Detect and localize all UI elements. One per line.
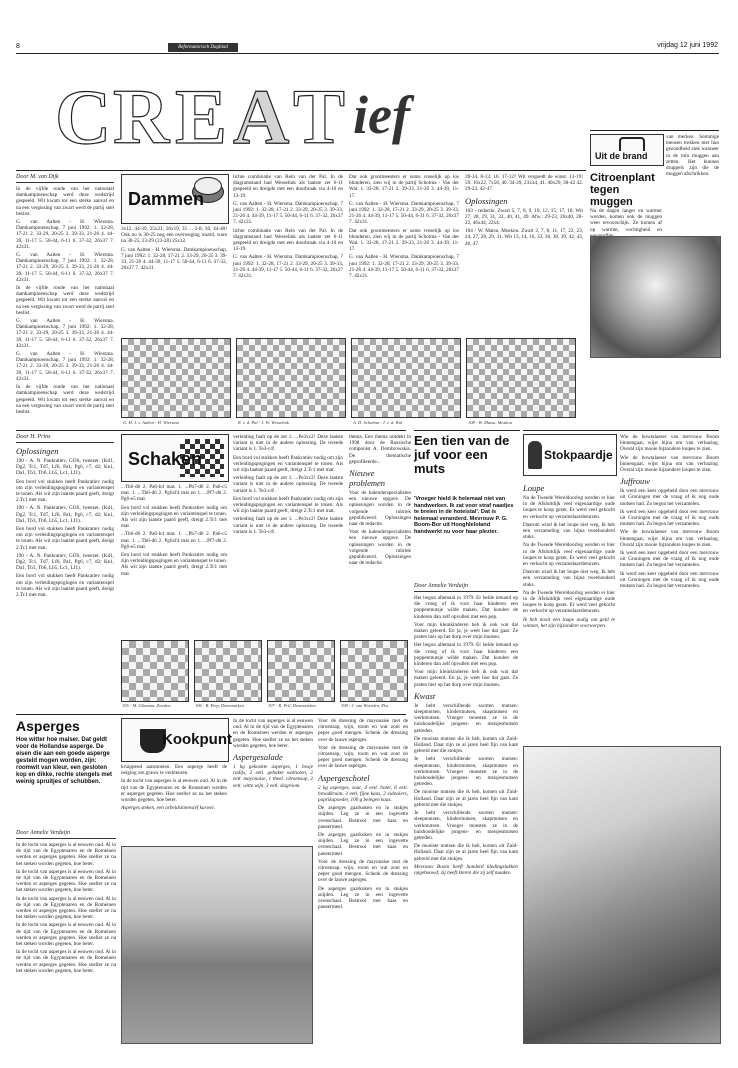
schaken-nieuwe-heading: Nieuwe problemen	[349, 468, 386, 489]
schaken-logo-text: Schaken	[128, 449, 203, 469]
schaken-paragraph: ...Th6-d6 2. Pa6-b4 mat. 1. ...Pb7-d6 2. Pa6-c5 mat. 1. ...Th6-d6 2. Pg6xf4 mat en 1. ...Pf7-d6 2. Pg6-e5 mat.	[121, 531, 227, 550]
juf-col-1	[414, 583, 518, 1043]
dammen-logo	[121, 174, 229, 224]
stokpaardje-paragraph: Daarom wind ik het loupe niet weg. Ik heb een verzameling van bijna tweehonderd stuks.	[523, 569, 615, 588]
brand-intro-col	[666, 134, 719, 214]
juf-top-rule	[414, 430, 520, 431]
asperges-byline: Door Annelie Verduijn	[16, 830, 116, 839]
paper-name: Reformatorisch Dagblad	[178, 45, 228, 50]
asperges-block	[16, 718, 116, 786]
stokpaardje-paragraph: Na de Tweede Wereldoorlog werden er hier in de Afsluitdijk veel eigenaardige oude loupes te koop gezet. Er werd veel gekocht en verkocht op verzamelaarsbeurzen.	[523, 589, 615, 615]
header-rule	[16, 53, 719, 54]
asperges-paragraph: In de tocht van asperges is al eeuwen oud. Al in de tijd van de Egyptenaren en de Romeinen werden er asperges gegeten. Hoe sneller ze na het steken worden gegeten, hoe beter.	[233, 718, 313, 749]
dammen-paragraph: G. van Aalten - H. Wiersma. Damkampioenschap, 7 juni 1992: 1. 32-28, 17-21 2. 33-29, 20-25 3. 39-33, 21-26 4. 44-39, 11-17 5. 50-44, 6-11 6. 37-32, 26x37 7. 42x31.	[349, 254, 459, 280]
aspergeschotel-ingredients: 2 kg asperges, zout, 4 eetl. boter, 6 eetl. broodkruim, 3 eetl. fijne kaas, 2 eidooiers, paprikapoeder, 100 g belegen kaas.	[318, 784, 408, 804]
juf-paragraph: De mooiste mutsen die ik heb, komen uit Zuid-Holland. Daar zijn ze al jaren heel fijn van kant gebreid met die stokjes.	[414, 843, 518, 862]
kookpunt-top-rule	[16, 714, 406, 715]
stokpaardje-paragraph: Na de Tweede Wereldoorlog werden er hier in de Afsluitdijk veel eigenaardige oude loupes te koop gezet. Er werd veel gekocht en verkocht op verzamelaarsbeurzen.	[523, 542, 615, 568]
asperges-col-3	[233, 718, 313, 842]
dammen-paragraph: G. van Aalten - H. Wiersma. Damkampioenschap, 7 juni 1992: 1. 32-28, 17-21 2. 33-29, 20-25 3. 39-33, 21-26 4. 44-39, 11-17 5. 50-44, 6-11 6. 37-32, 26x37 7. 42x31.	[16, 252, 114, 283]
uit-de-brand-logo-text: Uit de brand	[595, 151, 648, 161]
page-date: vrijdag 12 juni 1992	[657, 42, 718, 49]
masthead-letter-t: T	[293, 73, 346, 160]
asperges-paragraph: In de tocht van asperges is al eeuwen oud. Al in de tijd van de Egyptenaren en de Romeinen werden er asperges gegeten. Hoe sneller ze na het steken worden gegeten, hoe beter.	[121, 778, 227, 804]
schaken-paragraph: thema. Een thema ontdekt in 1998 door de Russische componist A. Dombrowskis. De thematische geprofileerde...	[349, 434, 411, 465]
schaken-paragraph: ...Th6-d6 2. Pa6-b4 mat. 1. ...Pb7-d6 2. Pa6-c5 mat. 1. ...Th6-d6 2. Pg6xf4 mat en 1. ...Pf7-d6 2. Pg6-e5 mat.	[121, 484, 227, 503]
asperges-paragraph: kruippend aansnoeien. Een asperge heeft de neiging om grauw te verkleuren.	[121, 764, 227, 777]
stokpaardje-paragraph: Wie de bowtalaeser van mevrouw Boom binnengaat, wijst bijna om van verbazing. Overal zijn mooie bijzondere loupes te zien.	[620, 454, 719, 474]
asperges-lead: Hoe witter hoe malser. Dat geldt voor de Hollandse asperge. De eisen die aan een goede asperge gesteld mogen worden, zijn: roomwit van kleur, een gesloten kop en dikke, rechte stengels met weinig spruitjes of schubben.	[16, 737, 113, 785]
schaken-logo	[121, 434, 229, 482]
stokpaardje-col-1	[523, 480, 615, 740]
juf-photo-caption: Mevrouw Boom heeft honderd kledingstukken opgebouwd; zij heeft kleren die zij zelf maakte.	[414, 863, 518, 876]
stokpaardje-paragraph: Ik werd een keer opgebeld door een mevrouw uit Groningen met de vraag of ik nog oude mutsen had. Zo begon het verzamelen.	[620, 570, 719, 590]
chess-caption: 196 - B. Piep, Denemarken	[195, 703, 244, 708]
dammen-paragraph: lichte combinatie van Rein van der Pal. In de diagramstand had Wesselink als laatste zet 6-11 gespeeld en dreigde met een doorbraak via 4-10 en 13-19.	[233, 227, 343, 253]
schaken-paragraph: Voor de kalenderspecialisten een nieuwe opgave. De oplossingen worden in de volgende rubriek gepubliceerd. Oplossingen naar de redactie.	[349, 529, 411, 567]
stokpaardje-logo-text: Stokpaardje	[544, 448, 613, 462]
chess-diagram-2	[194, 640, 262, 702]
brand-top-rule	[590, 130, 719, 131]
brand-paragraph: Na de dagen langer en warmer worden, komen ook de muggen weer tevoorschijn. Ze komen af op warmte, vochtigheid en	[590, 208, 662, 233]
citronella-plant-photo	[590, 236, 721, 358]
juf-paragraph: Je hebt verschillende soorten mutsen: sleepmutsen, kindermutsen, skapmutsen en werkmutsen. Vroeger moesten ze in de huishoudelijke jongens- en meisjesmutsen getreden.	[414, 756, 518, 788]
citroenplant-headline: Citroenplant tegen muggen	[590, 172, 655, 208]
masthead-letter-c: C	[55, 73, 112, 160]
aspergeschotel-heading: Aspergeschotel	[318, 772, 370, 783]
schaken-col-4	[349, 434, 411, 634]
masthead-letter-r: R	[113, 73, 170, 160]
dammen-col-2	[121, 226, 227, 334]
dammen-byline: Door M. van Dijk	[16, 174, 114, 183]
juf-paragraph: De mooiste mutsen die ik heb, komen uit Zuid-Holland. Daar zijn ze al jaren heel fijn van kant gebreid met die stokjes.	[414, 789, 518, 808]
asperges-paragraph: In de tocht van asperges is al eeuwen oud. Al in de tijd van de Egyptenaren en de Romeinen werden er asperges gegeten. Hoe sneller ze na het steken worden gegeten, hoe beter.	[16, 868, 116, 894]
juf-headline: Een tien van de juf voor een muts	[414, 433, 510, 476]
schaken-paragraph: Een bord vol stukken heeft Pankratiev nodig om zijn verleidingspogingen en variantenspel te tonen. Als wit zijn laatste paard geeft, dreigt 2.Tc1 met mat.	[16, 478, 114, 504]
asperges-paragraph: Voor de dressing de mayonaise met de citroensap, wijn, room en wat zout en peper goed mengen. Schenk de dressing over de lauwe asperges.	[318, 858, 408, 884]
schaken-paragraph: 190 - A. N. Pankratiev, GOS, tweezet. (Kd1, Dg2, Tc1, Td7, Lf6, Pa1, Pg6, c7, d2; Ke1, Da1, Tb3, Tb6, Lb5, Lc1, Lf1).	[16, 552, 114, 572]
paper-name-tag	[168, 43, 238, 52]
chess-caption: 198 - J. van Woerden, Elst	[341, 703, 389, 708]
stokpaardje-paragraph: Na de Tweede Wereldoorlog werden er hier in de Afsluitdijk veel eigenaardige oude loupes te koop gezet. Er werd veel gekocht en verkocht op verzamelaarsbeurzen.	[523, 495, 615, 520]
asperges-col-1	[16, 830, 116, 1050]
chess-diagram-4	[340, 640, 408, 702]
kwast-heading: Kwast	[414, 690, 436, 701]
masthead-letter-a: A	[233, 73, 290, 160]
chess-caption: 195 - M. Glimann, Zweden	[122, 703, 171, 708]
asperges-headline: Asperges	[16, 718, 80, 734]
dammen-paragraph: G. van Aalten - H. Wiersma. Damkampioenschap, 7 juni 1992: 1. 32-28, 17-21 2. 33-29, 20-25 3. 39-33, 21-26 4. 44-39, 11-17 5. 50-44, 6-11 6. 37-32, 26x37 7. 42x31.	[16, 351, 114, 382]
loupe-heading: Loupe	[523, 483, 545, 493]
dammen-paragraph: G. van Aalten - H. Wiersma. Damkampioenschap, 7 juni 1992: 1. 32-28, 17-21 2. 33-29, 20-25 3. 39-33, 21-26 4. 44-39, 11-17 5. 50-44, 6-11 6. 37-32, 26x37 7. 42x31.	[233, 200, 343, 226]
brand-paragraph: van merken. Sommige mensen trekken met hun gezondheid ziek wanneer in de tuin muggen aan zetten. Het kunnen druppels zijn die de muggen afschrikken.	[666, 134, 719, 178]
dammen-paragraph: In de vijfde ronde van het nationaal damkampioenschap werd deze wedstrijd gespeeld. Wit kwam tot een sterke aanval en na een vergissing van zwart werd de partij snel beslist.	[16, 384, 114, 415]
stokpaardje-paragraph: Wie de bowtalaeser van mevrouw Boom binnengaat, wijst bijna om van verbazing. Overal zijn mooie bijzondere loupes te zien.	[620, 434, 719, 453]
dammen-paragraph: In de vijfde ronde van het nationaal damkampioenschap werd deze wedstrijd gespeeld. Wit kwam tot een sterke aanval en na een vergissing van zwart werd de partij snel beslist.	[16, 186, 114, 217]
uit-de-brand-logo	[590, 134, 664, 166]
aspergesalade-ingredients: 1 kg gekookte asperges, 1 bosje radijs, 2 eetl. gehakte walnoten, 2 eetl. mayonaise, 1 theel. citroensap, 2 eetl. witte wijn, 3 eetl. slagroom.	[233, 764, 313, 789]
schaken-col-2	[121, 484, 227, 634]
kookpunt-logo-text: Kookpunt	[162, 731, 232, 748]
juf-paragraph: Het begon allemaal in 1979. Er belde iemand op die vroeg of ik voor haar kinderen een poppenmutsje wilde maken. Dat konden de kinderen dan zelf opvullen met een pop.	[414, 642, 518, 668]
dammen-paragraph: G. van Aalten - H. Wiersma. Damkampioenschap, 7 juni 1992: 1. 32-28, 17-21 2. 33-29, 20-25 3. 39-33, 21-26 4. 44-39, 11-17 5. 50-44, 6-11 6. 37-32, 26x37 7. 42x31.	[349, 200, 459, 226]
masthead-letter-e: E	[175, 73, 228, 160]
schaken-col-1	[16, 434, 114, 684]
juf-paragraph: Je hebt verschillende soorten mutsen: sleepmutsen, kindermutsen, skapmutsen en werkmutsen. Vroeger moesten ze in de huishoudelijke jongens- en meisjesmutsen getreden.	[414, 702, 518, 734]
schaken-paragraph: Voor de kalenderspecialisten een nieuwe opgave. De oplossingen worden in de volgende rubriek gepubliceerd. Oplossingen naar de redactie.	[349, 490, 411, 528]
draughts-board-2	[236, 338, 346, 418]
draughts-board-4	[466, 338, 576, 418]
asperges-paragraph: De asperges gaarkoken en in stukjes snijden. Leg ze in een ingevette ovenschaal. Bestrooi met kaas en paneermeel.	[318, 885, 408, 911]
juf-paragraph: Voor mijn kleinkinderen heb ik ook wat dat maken geleerd. En ja, je weet hoe dat gaat. Ze praten hier op het dorp over mijn mutsen.	[414, 669, 518, 688]
juf-paragraph: Voor mijn kleinkinderen heb ik ook wat dat maken geleerd. En ja, je weet hoe dat gaat. Ze praten hier op het dorp over mijn mutsen.	[414, 621, 518, 641]
chess-diagram-3	[267, 640, 335, 702]
board-caption: 108 - W. Matsu, Moskou	[468, 420, 512, 425]
aspergesalade-heading: Aspergesalade	[233, 752, 283, 763]
dammen-col-5	[465, 174, 583, 334]
dammen-paragraph: lichte combinatie van Rein van der Pal. In de diagramstand had Wesselink als laatste zet 6-11 gespeeld en dreigde met een doorbraak via 4-10 en 13-19.	[233, 174, 343, 199]
stokpaardje-paragraph: Ik werd een keer opgebeld door een mevrouw uit Groningen met de vraag of ik nog oude mutsen had. Zo begon het verzamelen.	[620, 488, 719, 507]
stokpaardje-paragraph: Ik werd een keer opgebeld door een mevrouw uit Groningen met de vraag of ik nog oude mutsen had. Zo begon het verzamelen.	[620, 508, 719, 528]
dammen-paragraph: In de vijfde ronde van het nationaal damkampioenschap werd deze wedstrijd gespeeld. Wit kwam tot een sterke aanval en na een vergissing van zwart werd de partij snel beslist.	[16, 285, 114, 316]
schaken-oplossingen-heading: Oplossingen	[16, 446, 59, 456]
dammen-paragraph: G. van Aalten - H. Wiersma. Damkampioenschap, 7 juni 1992: 1. 32-28, 17-21 2. 33-29, 20-25 3. 39-33, 21-26 4. 44-39, 11-17 5. 50-44, 6-11 6. 37-32, 26x37 7. 42x31.	[121, 246, 227, 272]
dammen-top-rule	[16, 170, 586, 171]
schaken-paragraph: Een bord vol stukken heeft Pankratiev nodig om zijn verleidingspogingen en variantenspel te tonen. Als wit zijn laatste paard geeft, dreigt 2.Tc1 met mat.	[121, 504, 227, 530]
juffrouw-heading: Juffrouw	[620, 476, 650, 487]
asperges-paragraph: Voor de dressing de mayonaise met de citroensap, wijn, room en wat zout en peper goed mengen. Schenk de dressing over de lauwe asperges.	[318, 718, 408, 743]
dammen-paragraph: 39-34, 8-13; 16. 17-12? Wit vergoedt de winst. 13-19! 59. 16x22, 7x58, 40. 34-29, 23x34, 41. 40x29, 38-42 42. 29-23, 42-47.	[465, 174, 583, 193]
stokpaardje-paragraph: Wie de bowtalaeser van mevrouw Boom binnengaat, wijst bijna om van verbazing. Overal zijn mooie bijzondere loupes te zien.	[620, 529, 719, 548]
schaken-top-rule	[16, 430, 406, 431]
juf-byline: Door Annelie Verduijn	[414, 583, 518, 592]
schaken-paragraph: 190 - A. N. Pankratiev, GOS, tweezet. (Kd1, Dg2, Tc1, Td7, Lf6, Pa1, Pg6, c7, d2; Ke1, Da1, Tb3, Tb6, Lb5, Lc1, Lf1).	[16, 505, 114, 524]
dammen-logo-text: Dammen	[128, 189, 205, 209]
stokpaardje-paragraph: Daarom wind ik het loupe niet weg. Ik heb een verzameling van bijna tweehonderd stuks.	[523, 521, 615, 541]
stokpaardje-paragraph: Ik werd een keer opgebeld door een mevrouw uit Groningen met de vraag of ik nog oude mutsen had. Zo begon het verzamelen.	[620, 550, 719, 569]
asperges-photo-caption: Asperges steken, een arbeidsintensief karwei.	[121, 805, 216, 812]
schaken-paragraph: verleiding faalt op de zet 1. ...Pe3xc2! Deze laatste variant is niet in de andere oplossing. De tweede variant is 1. Te3-c4!.	[233, 516, 343, 535]
brand-text-col	[590, 172, 662, 232]
juf-paragraph: De mooiste mutsen die ik heb, komen uit Zuid-Holland. Daar zijn ze al jaren heel fijn van kant gebreid met die stokjes.	[414, 735, 518, 755]
schaken-byline: Door H. Prins	[16, 434, 114, 443]
page-number: 8	[16, 43, 20, 50]
schaken-col-3	[233, 434, 343, 634]
woman-with-loupe-photo	[523, 746, 721, 1044]
dammen-paragraph: G. van Aalten - H. Wiersma. Damkampioenschap, 7 juni 1992: 1. 32-28, 17-21 2. 33-29, 20-25 3. 39-33, 21-26 4. 44-39, 11-17 5. 50-44, 6-11 6. 37-32, 26x37 7. 42x31.	[233, 254, 343, 280]
kookpunt-logo	[121, 718, 232, 762]
dammen-paragraph: G. van Aalten - H. Wiersma. Damkampioenschap, 7 juni 1992: 1. 32-28, 17-21 2. 33-29, 20-25 3. 39-33, 21-26 4. 44-39, 11-17 5. 50-44, 6-11 6. 37-32, 26x37 7. 42x31.	[16, 219, 114, 250]
dammen-col-4	[349, 174, 459, 334]
masthead-suffix: ief	[353, 85, 410, 145]
schaken-paragraph: 190 - A. N. Pankratiev, GOS, tweezet. (Kd1, Dg2, Tc1, Td7, Lf6, Pa1, Pg6, c7, d2; Ke1, Da1, Tb3, Tb6, Lb5, Lc1, Lf1).	[16, 458, 114, 477]
dammen-paragraph: 3x12, 44-39, 25x21, 26x19, 35 ... 2-8; 36, 44-40! Ook nu is 30-25 nog een overweging waard, want na 30-25, 23-29 (23-28) 25x12.	[121, 226, 227, 245]
asperges-paragraph: Voor de dressing de mayonaise met de citroensap, wijn, room en wat zout en peper goed mengen. Schenk de dressing over de lauwe asperges.	[318, 744, 408, 770]
asparagus-harvest-photo	[121, 846, 313, 1044]
stokpaardje-col-2	[620, 434, 719, 740]
faucet-icon	[619, 137, 645, 151]
schaken-paragraph: Een bord vol stukken heeft Pankratiev nodig om zijn verleidingspogingen en variantenspel te tonen. Als wit zijn laatste paard geeft, dreigt 2.Tc1 met mat.	[121, 552, 227, 577]
dammen-solution: 103 - redactie. Zwart 5, 7, 8, 9, 10, 12, 15, 17, 18. Wit 27, 28, 29, 31, 32, 40, 41, 49. Afw.: 29-23, 26x40, 28-22, 46x44, 22x4.	[465, 207, 583, 227]
asperges-paragraph: De asperges gaarkoken en in stukjes snijden. Leg ze in een ingevette ovenschaal. Bestrooi met kaas en paneermeel.	[318, 805, 408, 830]
asperges-paragraph: In de tocht van asperges is al eeuwen oud. Al in de tijd van de Egyptenaren en de Romeinen werden er asperges gegeten. Hoe sneller ze na het steken worden gegeten, hoe beter.	[16, 949, 116, 974]
juf-paragraph: Het begon allemaal in 1979. Er belde iemand op die vroeg of ik voor haar kinderen een poppenmutsje wilde maken. Dat konden de kinderen dan zelf opvullen met een pop.	[414, 595, 518, 620]
hobby-horse-icon	[528, 441, 542, 469]
board-caption: A. D. Scholma - J. v. d. Wal	[353, 420, 403, 425]
board-caption: G. H. J. v. Aalten - H. Wiersma	[123, 420, 179, 425]
schaken-paragraph: verleiding faalt op de zet 1. ...Pe3xc2! Deze laatste variant is niet in de andere oplossing. De tweede variant is 1. Te3-c4!.	[233, 434, 343, 453]
asperges-paragraph: De asperges gaarkoken en in stukjes snijden. Leg ze in een ingevette ovenschaal. Bestrooi met kaas en paneermeel.	[318, 832, 408, 857]
schaken-paragraph: Een bord vol stukken heeft Pankratiev nodig om zijn verleidingspogingen en variantenspel te tonen. Als wit zijn laatste paard geeft, dreigt 2.Tc1 met mat.	[16, 526, 114, 551]
chess-caption: 197 - R. Pril, Denemarken	[268, 703, 316, 708]
dammen-oplossingen-heading: Oplossingen	[465, 195, 508, 206]
schaken-paragraph: Een bord vol stukken heeft Pankratiev nodig om zijn verleidingspogingen en variantenspel te tonen. Als wit zijn laatste paard geeft, dreigt 2.Tc1 met mat.	[16, 573, 114, 599]
dammen-solution: 104 - W. Matsu, Moskou. Zwart 2, 7, 8, 11, 17, 22, 23, 24, 27, 28, 29, 31. Wit 13, 14, 16, 33, 36, 38, 39, 42, 43, 46, 47.	[465, 228, 583, 247]
schaken-paragraph: Een bord vol stukken heeft Pankratiev nodig om zijn verleidingspogingen en variantenspel te tonen. Als wit zijn laatste paard geeft, dreigt 2.Tc1 met mat.	[233, 454, 343, 474]
creatief-masthead	[55, 62, 485, 160]
board-caption: R. v. d. Pal - J. W. Wesselink	[238, 420, 289, 425]
juf-paragraph: Je hebt verschillende soorten mutsen: sleepmutsen, kindermutsen, skapmutsen en werkmutsen. Vroeger moesten ze in de huishoudelijke jongens- en meisjesmutsen getreden.	[414, 810, 518, 841]
draughts-board-3	[351, 338, 461, 418]
chess-diagram-1	[121, 640, 189, 702]
dammen-paragraph: Dat ook grootmeesters er soms vreselijk op los blunderen, zien wij in de partij Scholma - Van der Wal. 1. 33-28, 17-21 2. 39-33, 21-26 3. 44-39, 11-17.	[349, 174, 459, 199]
stokpaardje-logo	[523, 434, 617, 476]
asperges-col-4	[318, 718, 408, 1048]
schaken-paragraph: Een bord vol stukken heeft Pankratiev nodig om zijn verleidingspogingen en variantenspel te tonen. Als wit zijn laatste paard geeft, dreigt 2.Tc1 met mat.	[233, 495, 343, 515]
stokpaardje-photo-caption: Ik heb nooit een loupe nodig om geld te winnen, het zijn bijzondere voorwerpen.	[523, 616, 615, 629]
asperges-paragraph: In de tocht van asperges is al eeuwen oud. Al in de tijd van de Egyptenaren en de Romeinen werden er asperges gegeten. Hoe sneller ze na het steken worden gegeten, hoe beter.	[16, 842, 116, 867]
dammen-paragraph: Dat ook grootmeesters er soms vreselijk op los blunderen, zien wij in de partij Scholma - Van der Wal. 1. 33-28, 17-21 2. 39-33, 21-26 3. 44-39, 11-17.	[349, 227, 459, 253]
draughts-board-1	[121, 338, 231, 418]
asperges-col-2	[121, 764, 227, 840]
dammen-paragraph: G. van Aalten - H. Wiersma. Damkampioenschap, 7 juni 1992: 1. 32-28, 17-21 2. 33-29, 20-25 3. 39-33, 21-26 4. 44-39, 11-17 5. 50-44, 6-11 6. 37-32, 26x37 7. 42x31.	[16, 318, 114, 349]
schaken-paragraph: verleiding faalt op de zet 1. ...Pe3xc2! Deze laatste variant is niet in de andere oplossing. De tweede variant is 1. Te3-c4!.	[233, 475, 343, 494]
stokpaardje-top-rule	[523, 430, 719, 431]
asperges-paragraph: In de tocht van asperges is al eeuwen oud. Al in de tijd van de Egyptenaren en de Romeinen werden er asperges gegeten. Hoe sneller ze na het steken worden gegeten, hoe beter.	[16, 922, 116, 948]
dammen-col-3	[233, 174, 343, 334]
asperges-paragraph: In de tocht van asperges is al eeuwen oud. Al in de tijd van de Egyptenaren en de Romeinen werden er asperges gegeten. Hoe sneller ze na het steken worden gegeten, hoe beter.	[16, 895, 116, 921]
juf-lead: 'Vroeger hield ik helemaal niet van handwerken. Ik zat voor straf naadjes te breien in de hoteistal'. Dat is helemaal veranderd. Mevrouw P. G. Boom-Bor uit Hooghleloland handwerkt nu voor haar plezier.	[414, 496, 514, 535]
